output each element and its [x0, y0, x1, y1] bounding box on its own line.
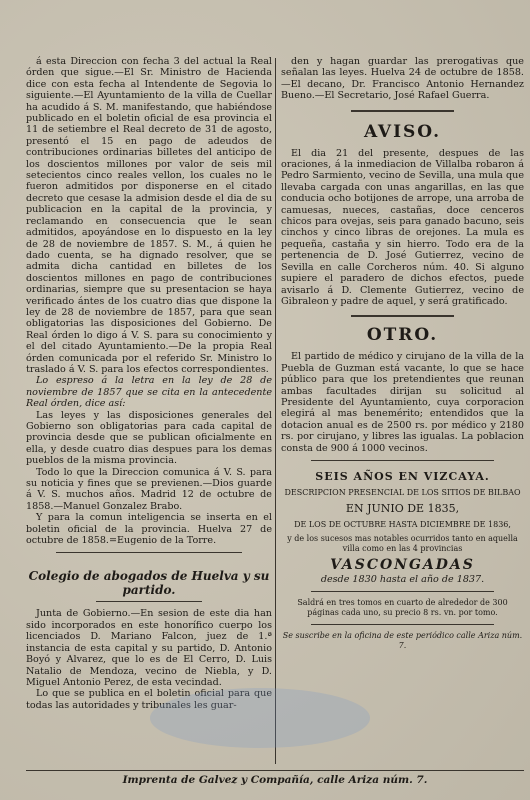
right-column [281, 56, 524, 772]
ad-line1: DESCRIPCION PRESENCIAL DE LOS SITIOS DE BILBAO [284, 488, 521, 498]
ad-line4: y de los sucesos mas notables ocurridos tanto en aquella villa como en las 4 provincias [287, 534, 518, 554]
ad-vascongadas: VASCONGADAS [330, 557, 475, 574]
ad-subscription: Se suscribe en la oficina de este periódico calle Ariza núm. 7. [282, 631, 523, 651]
ad-years: desde 1830 hasta el año de 1837. [320, 573, 485, 585]
aviso-body: El dia 21 del presente, despues de las oraciones, á la inmediacion de Villalba robaron á Pedro Sarmiento, vecino de Sevilla, una mula que llevaba cargada con unas angarillas, en las que conducia ocho botijones de arrope, una arroba de camuesas, nueces, castañas, doce cenceros chicos para ovejas, seis para ganado bacuno, seis cinchos y cinco libras de orejones. La mula es pequeña, castaña y sin hierro. Todo era de la pertenencia de D. José Gutierrez, vecino de Sevilla en calle Corcheros núm. 40. Si alguno supiere el paradero de dichos efectos, puede avisarlo á D. Clemente Gutierrez, vecino de Gibraleon y padre de aquel, y será gratificado. [281, 147, 524, 307]
otro-body: El partido de médico y cirujano de la villa de la Puebla de Guzman está vacante, lo que se hace público para que los pretendientes que reunan ambas facultades dirijan su solicitud al Presidente del Ayuntamiento, cuya corporacion elegirá al mas benemérito; entendidos que la dotacion anual es de 2500 rs. por médico y 2180 rs. por cirujano, y libres las igualas. La poblacion consta de 900 á 1000 vecinos. [281, 351, 524, 454]
otro-title: OTRO. [366, 325, 439, 346]
divider [311, 460, 494, 461]
decano-text: den y hagan guardar las prerogativas que señalan las leyes. Huelva 24 de octubre de 1858. —El decano, Dr. Francisco Antonio Hernandez Bueno.—El Secretario, José Rafael Guerra. [281, 56, 524, 102]
divider [311, 591, 494, 592]
column-divider [275, 58, 276, 764]
royal-order-text: á esta Direccion con fecha 3 del actual la Real órden que sigue.—El Sr. Ministro de Hacienda dice con esta fecha al Intendente de Segovia lo siguiente.—El Ayuntamiento de la villa de Cuellar ha acudido á S. M. manifestando, que habiéndose publicado en el boletin oficial de esa provincia el 11 de setiembre el Real decreto de 31 de agosto, presentó el 15 en pago de adeudos de contribuciones ordinarias billetes del anticipo de los doscientos millones por valor de seis mil setecientos cinco reales vellon, los cuales no le fueron admitidos por disponerse en el citado decreto que cesase la admision desde el dia de su publicacion en la capital de la provincia, y reclamando en consecuencia que le sean admitidos, apoyándose en lo dispuesto en la ley de 28 de noviembre de 1857. S. M., á quien he dado cuenta, se ha dignado resolver, que se admita dicha cantidad en billetes de los doscientos millones en pago de contribuciones ordinarias, siempre que su presentacion se haya verificado ántes de los cuatro dias que dispone la ley de 28 de noviembre de 1857, para que sean obligatorias las disposiciones del Gobierno. De Real órden lo digo á V. S. para su conocimiento y el del citado Ayuntamiento.—De la propia Real órden comunicada por el referido Sr. Ministro lo traslado á V. S. para los efectos correspondientes. [26, 56, 272, 375]
divider [96, 601, 202, 602]
divider [311, 624, 494, 625]
law-citation: Lo espreso á la letra en la ley de 28 de noviembre de 1857 que se cita en la antecedente Real órden, dice así: [26, 375, 272, 410]
divider [351, 110, 454, 112]
divider [351, 315, 454, 317]
publication-note: Lo que se publica en el boletin oficial para que todas las autoridades y tribunales les guar- [26, 688, 272, 711]
section-heading: Colegio de abogados de Huelva y su partido. [28, 569, 270, 598]
direction-closing: Todo lo que la Direccion comunica á V. S. para su noticia y fines que se previenen.—Dios guarde á V. S. muchos años. Madrid 12 de octubre de 1858.—Manuel Gonzalez Brabo. [26, 466, 272, 512]
divider [56, 552, 242, 553]
ad-publication: Saldrá en tres tomos en cuarto de alrededor de 300 páginas cada uno, su precio 8 rs. vn. por tomo. [297, 598, 508, 618]
left-column [26, 56, 272, 772]
ad-line3: DE LOS DE OCTUBRE HASTA DICIEMBRE DE 1836, [294, 520, 511, 530]
law-text: Las leyes y las disposiciones generales del Gobierno son obligatorias para cada capital de provincia desde que se publican oficialmente en ella, y desde cuatro dias despues para los demas pueblos de la misma provincia. [26, 409, 272, 467]
junta-text: Junta de Gobierno.—En sesion de este dia han sido incorporados en este honorífico cuerpo los licenciados D. Mariano Falcon, juez de 1.ª instancia de esta capital y su partido, D. Antonio Boyó y Alvarez, que lo es de El Cerro, D. Luis Natalio de Mendoza, vecino de Niebla, y D. Miguel Antonio Perez, de esta vecindad. [26, 608, 272, 688]
ad-title: SEIS AÑOS EN VIZCAYA. [315, 469, 490, 483]
printer-footer: Imprenta de Galvez y Compañía, calle Ariza núm. 7. [26, 770, 524, 786]
insertion-note: Y para la comun inteligencia se inserta en el boletin oficial de la provincia. Huelva 27 de octubre de 1858.=Eugenio de la Torre. [26, 512, 272, 547]
aviso-title: AVISO. [363, 121, 442, 142]
ad-line2: EN JUNIO DE 1835, [345, 502, 460, 516]
